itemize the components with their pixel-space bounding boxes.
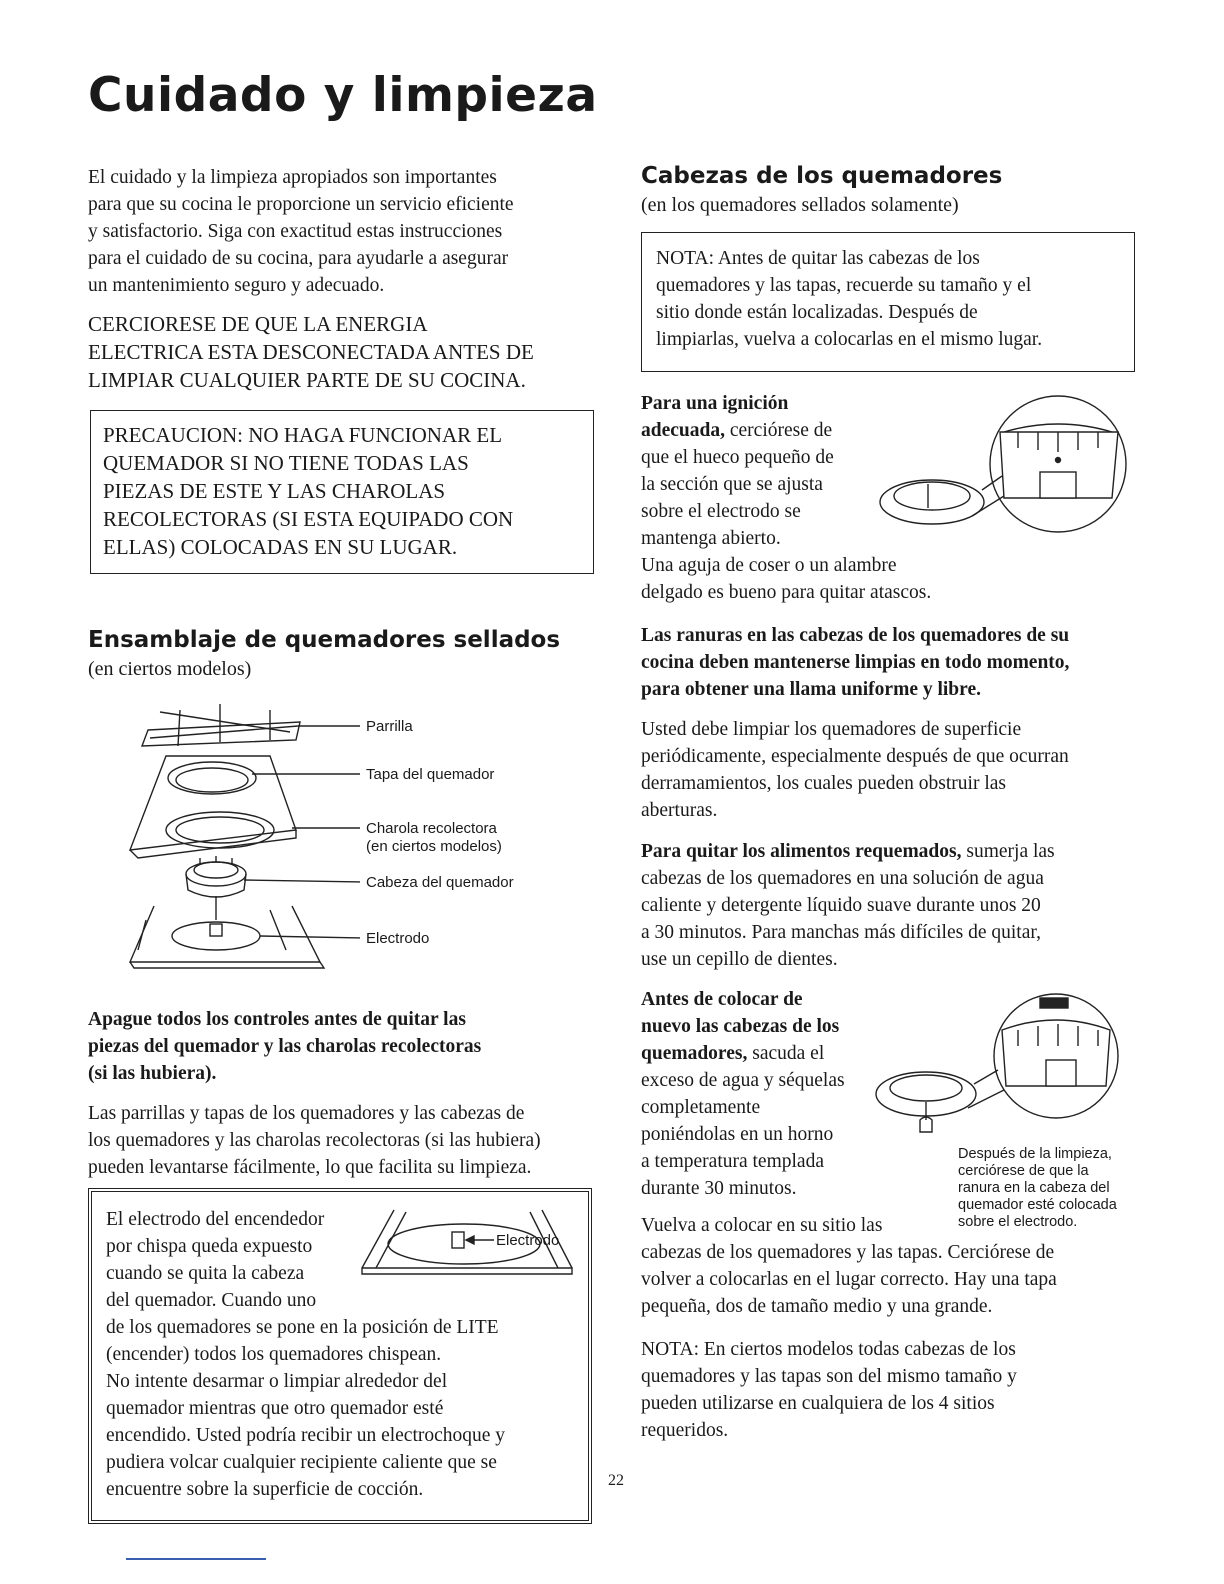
warning-line: El electrodo del encendedor (106, 1209, 325, 1230)
electrode-box-label: Electrodo (496, 1232, 560, 1249)
warning-line: (encender) todos los quemadores chispean. (106, 1344, 442, 1365)
caption-line: cerciórese de que la (958, 1163, 1089, 1179)
burner-heads-heading: Cabezas de los quemadores (641, 163, 1003, 189)
ignition-bold: Para una ignición (641, 393, 789, 414)
drip-pan-illustration (130, 756, 296, 858)
sealed-burner-heading: Ensamblaje de quemadores sellados (88, 627, 561, 653)
periodic-line: derramamientos, los cuales pueden obstruir las (641, 773, 1006, 794)
note-line: sitio donde están localizadas. Después de (656, 302, 978, 323)
intro-paragraph (88, 164, 514, 299)
controls-off-note (88, 1006, 481, 1087)
final-note-line: pueden utilizarse en cualquiera de los 4 sitios (641, 1393, 995, 1414)
note-line: Apague todos los controles antes de quitar las (88, 1009, 466, 1030)
replace-line: durante 30 minutos. (641, 1178, 797, 1199)
cap-label: Tapa del quemador (366, 766, 495, 783)
burner-head-label: Cabeza del quemador (366, 874, 514, 891)
caption-line: sobre el electrodo. (958, 1214, 1078, 1230)
caption-line: quemador esté colocada (958, 1197, 1117, 1213)
replace-caption (958, 1146, 1117, 1231)
note-line: (si las hubiera). (88, 1063, 217, 1084)
page-divider (126, 1558, 266, 1560)
warning-line: encendido. Usted podría recibir un electrochoque y (106, 1425, 506, 1446)
replace-line: volver a colocarlas en el lugar correcto. Hay una tapa (641, 1269, 1057, 1290)
replace-line: Vuelva a colocar en su sitio las (641, 1215, 883, 1236)
periodic-line: aberturas. (641, 800, 718, 821)
page-number: 22 (608, 1472, 624, 1489)
caution-line: RECOLECTORAS (SI ESTA EQUIPADO CON (103, 507, 514, 531)
ignition-illustration (872, 392, 1134, 552)
replace-bold: nuevo las cabezas de los (641, 1016, 840, 1037)
caution-line: ELLAS) COLOCADAS EN SU LUGAR. (103, 535, 458, 559)
burned-food-line: caliente y detergente líquido suave durante unos 20 (641, 895, 1041, 916)
ignition-line: Una aguja de coser o un alambre (641, 555, 897, 576)
replace-line: a temperatura templada (641, 1151, 824, 1172)
replace-line: completamente (641, 1097, 761, 1118)
paragraph-line: Las parrillas y tapas de los quemadores y las cabezas de (88, 1103, 525, 1124)
replace-bold: quemadores, (641, 1043, 748, 1064)
removal-paragraph (88, 1100, 541, 1181)
intro-line: un mantenimiento seguro y adecuado. (88, 275, 385, 296)
ignition-bold: adecuada, (641, 420, 725, 441)
intro-line: El cuidado y la limpieza apropiados son importantes (88, 167, 497, 188)
slots-line: cocina deben mantenerse limpias en todo momento, (641, 652, 1070, 673)
warning-line: pudiera volcar cualquier recipiente caliente que se (106, 1452, 497, 1473)
ignition-line: la sección que se ajusta (641, 474, 823, 495)
warning-line: LIMPIAR CUALQUIER PARTE DE SU COCINA. (88, 368, 526, 392)
caption-line: ranura en la cabeza del (958, 1180, 1110, 1196)
caution-box (90, 410, 594, 574)
caution-line: QUEMADOR SI NO TIENE TODAS LAS (103, 451, 469, 475)
warning-line: CERCIORESE DE QUE LA ENERGIA (88, 312, 428, 336)
caption-line: Después de la limpieza, (958, 1146, 1112, 1162)
replace-text: sacuda el (747, 1043, 825, 1064)
caution-line: PRECAUCION: NO HAGA FUNCIONAR EL (103, 423, 503, 447)
note-box (641, 232, 1135, 372)
electrode-warning-box (88, 1188, 592, 1524)
burner-assembly-diagram (120, 700, 360, 980)
ignition-text: cerciórese de (724, 420, 833, 441)
slots-note (641, 622, 1069, 703)
ignition-line: sobre el electrodo se (641, 501, 801, 522)
note-line: limpiarlas, vuelva a colocarlas en el mismo lugar. (656, 329, 1043, 350)
burned-food-line: cabezas de los quemadores en una solución de agua (641, 868, 1044, 889)
sealed-burner-subheading: (en ciertos modelos) (88, 658, 252, 680)
replace-line: cabezas de los quemadores y las tapas. Cerciórese de (641, 1242, 1055, 1263)
power-warning (88, 310, 534, 394)
burned-food-bold: Para quitar los alimentos requemados, (641, 841, 962, 862)
note-line: quemadores y las tapas, recuerde su tamaño y el (656, 275, 1032, 296)
warning-line: ELECTRICA ESTA DESCONECTADA ANTES DE (88, 340, 534, 364)
drip-pan-label: Charola recolectora (366, 820, 497, 837)
replace-line: exceso de agua y séquelas (641, 1070, 845, 1091)
paragraph-line: pueden levantarse fácilmente, lo que facilita su limpieza. (88, 1157, 532, 1178)
warning-line: por chispa queda expuesto (106, 1236, 313, 1257)
drip-pan-note: (en ciertos modelos) (366, 838, 502, 855)
warning-line: del quemador. Cuando uno (106, 1290, 317, 1311)
final-note (641, 1336, 1017, 1444)
replace-line: pequeña, dos de tamaño medio y una grande. (641, 1296, 993, 1317)
slots-line: para obtener una llama uniforme y libre. (641, 679, 981, 700)
periodic-line: Usted debe limpiar los quemadores de superficie (641, 719, 1022, 740)
warning-line: encuentre sobre la superficie de cocción. (106, 1479, 424, 1500)
burned-food-line: use un cepillo de dientes. (641, 949, 838, 970)
slots-line: Las ranuras en las cabezas de los quemadores de su (641, 625, 1070, 646)
intro-line: para que su cocina le proporcione un servicio eficiente (88, 194, 514, 215)
note-line: NOTA: Antes de quitar las cabezas de los (656, 248, 980, 269)
burner-heads-subheading: (en los quemadores sellados solamente) (641, 194, 959, 216)
caution-line: PIEZAS DE ESTE Y LAS CHAROLAS (103, 479, 446, 503)
periodic-line: periódicamente, especialmente después de que ocurran (641, 746, 1069, 767)
burner-head-illustration (186, 856, 246, 920)
note-line: piezas del quemador y las charolas recolectoras (88, 1036, 482, 1057)
burned-food-paragraph (641, 838, 1055, 973)
ignition-line: que el hueco pequeño de (641, 447, 834, 468)
final-note-line: NOTA: En ciertos modelos todas cabezas de los (641, 1339, 1016, 1360)
grate-illustration (142, 704, 300, 746)
burned-food-line: a 30 minutos. Para manchas más difíciles de quitar, (641, 922, 1041, 943)
page-title: Cuidado y limpieza (88, 68, 598, 123)
warning-line: quemador mientras que otro quemador esté (106, 1398, 444, 1419)
final-note-line: quemadores y las tapas son del mismo tamaño y (641, 1366, 1017, 1387)
electrode-label: Electrodo (366, 930, 430, 947)
burned-food-text: sumerja las (961, 841, 1055, 862)
intro-line: para el cuidado de su cocina, para ayudarle a asegurar (88, 248, 509, 269)
grate-label: Parrilla (366, 718, 413, 735)
warning-line: cuando se quita la cabeza (106, 1263, 305, 1284)
ignition-line: mantenga abierto. (641, 528, 781, 549)
warning-line: No intente desarmar o limpiar alrededor del (106, 1371, 448, 1392)
periodic-cleaning-paragraph (641, 716, 1069, 824)
ignition-line: delgado es bueno para quitar atascos. (641, 582, 932, 603)
replace-bold: Antes de colocar de (641, 989, 803, 1010)
warning-line: de los quemadores se pone en la posición de LITE (106, 1317, 499, 1338)
replace-line: poniéndolas en un horno (641, 1124, 834, 1145)
paragraph-line: los quemadores y las charolas recolectoras (si las hubiera) (88, 1130, 541, 1151)
replace-illustration (870, 990, 1134, 1140)
intro-line: y satisfactorio. Siga con exactitud estas instrucciones (88, 221, 503, 242)
final-note-line: requeridos. (641, 1420, 729, 1441)
